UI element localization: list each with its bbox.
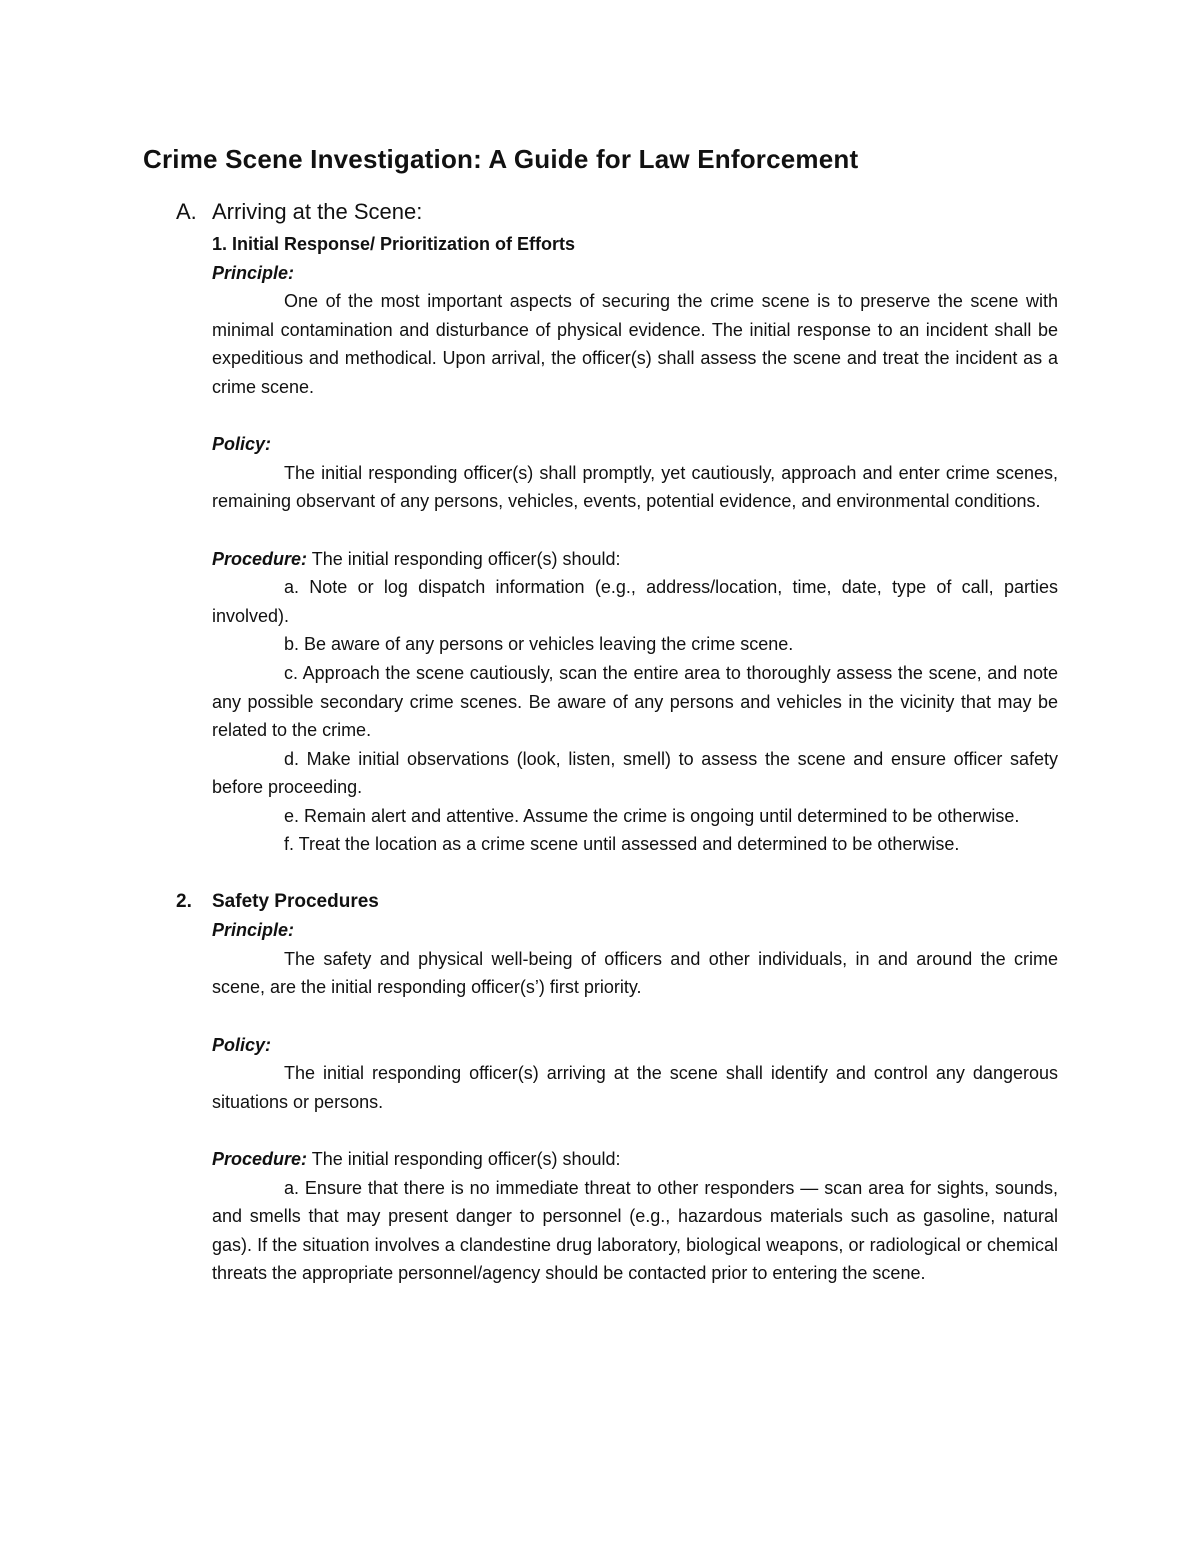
item-2-title: Safety Procedures bbox=[212, 890, 379, 912]
item-1-principle-text: One of the most important aspects of securing the crime scene is to preserve the scene with minimal contamination and disturbance of physical evidence. The initial response to an incident shall be expeditious and methodical. Upon arrival, the officer(s) shall assess the scene and treat the incident as a crime scene. bbox=[212, 291, 1058, 397]
item-2-marker: 2. bbox=[176, 890, 192, 912]
item-1-step-d: d. Make initial observations (look, listen, smell) to assess the scene and ensure officer safety before proceeding. bbox=[212, 748, 1058, 798]
item-1-principle-label: Principle: bbox=[212, 262, 295, 283]
spacer bbox=[212, 859, 1058, 888]
item-1-procedure-line bbox=[212, 545, 1058, 574]
item-1-heading: 1. Initial Response/ Prioritization of Efforts bbox=[212, 234, 576, 254]
item-2-procedure-line bbox=[212, 1145, 1058, 1174]
item-1-step-a: a. Note or log dispatch information (e.g., address/location, time, date, type of call, parties involved). bbox=[212, 577, 1058, 626]
item-1-step-b: b. Be aware of any persons or vehicles leaving the crime scene. bbox=[284, 634, 794, 655]
item-2-procedure-label: Procedure: bbox=[212, 1149, 308, 1169]
item-2-procedure-intro: The initial responding officer(s) should: bbox=[307, 1149, 621, 1169]
spacer bbox=[212, 1116, 1058, 1145]
spacer bbox=[212, 516, 1058, 545]
section-a-heading bbox=[176, 196, 1058, 228]
item-1-step-e: e. Remain alert and attentive. Assume the crime is ongoing until determined to be otherwise. bbox=[284, 805, 1020, 826]
item-1-step-f: f. Treat the location as a crime scene until assessed and determined to be otherwise. bbox=[284, 834, 960, 855]
document-body bbox=[176, 196, 1058, 1288]
item-1-procedure-intro: The initial responding officer(s) should: bbox=[307, 548, 621, 569]
section-a-title: Arriving at the Scene: bbox=[212, 199, 423, 224]
item-2-policy-label: Policy: bbox=[212, 1034, 272, 1055]
document-title: Crime Scene Investigation: A Guide for Law Enforcement bbox=[143, 144, 859, 174]
item-1-procedure-label: Procedure: bbox=[212, 548, 308, 569]
item-2-principle-label: Principle: bbox=[212, 920, 295, 941]
spacer bbox=[212, 402, 1058, 431]
item-2-heading bbox=[176, 888, 1058, 917]
item-1-policy-label: Policy: bbox=[212, 434, 272, 455]
item-1-step-c: c. Approach the scene cautiously, scan the entire area to thoroughly assess the scene, and note any possible secondary crime scenes. Be aware of any persons and vehicles in the vicinity that may be related to the crime. bbox=[212, 662, 1058, 741]
spacer bbox=[212, 1002, 1058, 1031]
item-1-policy-text: The initial responding officer(s) shall promptly, yet cautiously, approach and enter crime scenes, remaining observant of any persons, vehicles, events, potential evidence, and environmental conditions. bbox=[212, 462, 1058, 512]
item-2-principle-text: The safety and physical well-being of officers and other individuals, in and around the crime scene, are the initial responding officer(s’) first priority. bbox=[212, 948, 1058, 998]
item-2-policy-text: The initial responding officer(s) arriving at the scene shall identify and control any dangerous situations or persons. bbox=[212, 1063, 1058, 1112]
section-a-marker: A. bbox=[176, 199, 197, 224]
item-2-step-a: a. Ensure that there is no immediate threat to other responders — scan area for sights, sounds, and smells that may present danger to personnel (e.g., hazardous materials such as gasoline, natural gas). If the situation involves a clandestine drug laboratory, biological weapons, or radiological or chemical threats the appropriate personnel/agency should be contacted prior to entering the scene. bbox=[212, 1177, 1058, 1284]
